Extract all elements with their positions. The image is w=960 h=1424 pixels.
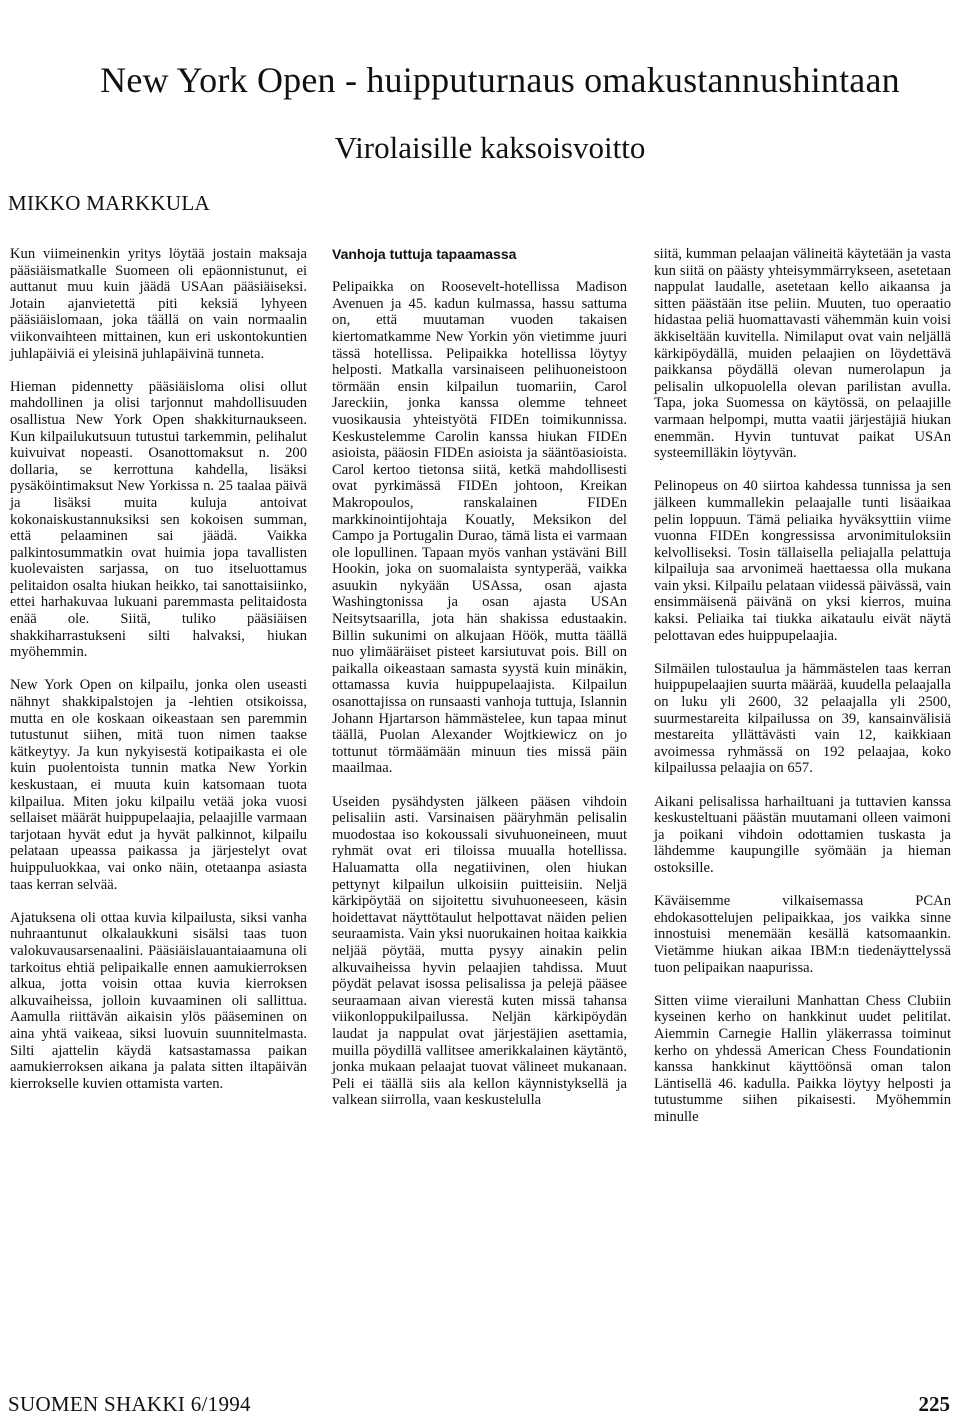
text-column-3 — [654, 246, 951, 1142]
article-title: New York Open - huipputurnaus omakustannushintaan — [100, 60, 900, 100]
article-subtitle: Virolaisille kaksoisvoitto — [334, 130, 646, 165]
paragraph: siitä, kumman pelaajan välineitä käytetään ja vasta kun siitä on päästy yhteisymmärrykseen, asetetaan nappulat laudalle, asetetaan kello aikaansa ja sitten päästään itse peliin. Muuten, tuo operaatio hidastaa peliä huomattavasti vähemmän kuin voisi äkkiseltään kuvitella. Nimilaput ovat vain neljällä kärkipöydällä, muiden pelaajien on löydettävä paikkansa pöydällä olevan numerolapun ja pelisalin ulkopuolella olevan parilistan avulla. Tapa, joka Suomessa on käytössä, on pelaajille varmaan helpompi, mutta vaatii järjestäjiä hiukan enemmän. Hyvin tuntuvat paikat USAn systeemilläkin löytyvän. — [654, 246, 951, 462]
paragraph: New York Open on kilpailu, jonka olen useasti nähnyt shakkipalstojen ja -lehtien otsikoissa, mutta en ole koskaan oikeastaan sen paremmin tutustunut siihen, mitä tuon nimen taakse kätkeytyy. Ja kun nykyisestä kotipaikasta ei ole kuin puolentoista tunnin matka New Yorkin keskustaan, ei muuta kuin katsomaan tuota kilpailua. Miten joku kilpailu vetää joka vuosi sellaiset määrät huippupelaajia, pelaajille varmaan tarjotaan hyvät edut ja hyvät palkinnot, kilpailu pelataan upeassa paikassa ja järjestelyt ovat huippuluokkaa, vai onko näin, otetaanpa asiasta taas kerran selvää. — [10, 677, 307, 893]
text-column-1 — [10, 246, 307, 1109]
paragraph: Sitten viime vierailuni Manhattan Chess Clubiin kyseinen kerho on hankkinut uudet pelitilat. Aiemmin Carnegie Hallin yläkerrassa toiminut kerho on yhdessä American Chess Foundationin kanssa hankkinut käyttöönsä oman talon Läntisellä 46. kadulla. Paikka löytyy helposti ja tutustumme siihen pikaisesti. Myöhemmin minulle — [654, 992, 951, 1125]
paragraph: Hieman pidennetty pääsiäisloma olisi ollut mahdollinen ja olisi tarjonnut mahdollisuuden osallistua New York Open shakkiturnaukseen. Kun kilpailukutsuun tutustui tarkemmin, pelihalut kuivuivat nopeasti. Osanottomaksut n. 200 dollaria, se kerrottuna kahdella, lisäksi pysäköintimaksut New Yorkissa n. 25 taalaa päivä ja lisäksi muita kuluja antoivat kokonaiskustannuksiksi sen kokoisen summan, että pelaaminen sai jäädä. Vaikka palkintosummatkin ovat huimia jopa tavallisten kuolevaisten sarjassa, on tuo itseluottamus pelitaidon osalta hiukan heikko, tai sanottaisiinko, ettei harhakuvaa lukuani paremmasta pelitaidosta enää ole. Siitä, tuliko pääsiäisen shakkiharrastukseni silti halvaksi, hiukan myöhemmin. — [10, 378, 307, 661]
author-name: MIKKO MARKKULA — [8, 191, 210, 215]
paragraph: Käväisemme vilkaisemassa PCAn ehdokasottelujen pelipaikkaa, jos vaikka sinne innostuisi menemään kesällä katsomaankin. Vietämme hiukan aikaa IBM:n tiedenäyttelyssä tuon pelipaikan naapurissa. — [654, 893, 951, 976]
paragraph: Silmäilen tulostaulua ja hämmästelen taas kerran huippupelaajien suurta määrää, kuudella pelaajalla on luku yli 2600, 32 pelaajalla yli 2500, suurmestareita kilpailussa on 39, kansainvälisiä mestareita yllättävästi vain 12, kaikkiaan avoimessa ryhmässä on 192 pelaajaa, koko kilpailussa pelaajia on 657. — [654, 660, 951, 777]
publication-footer: SUOMEN SHAKKI 6/1994 — [8, 1392, 251, 1416]
text-column-2 — [332, 246, 627, 1125]
paragraph: Aikani pelisalissa harhailtuani ja tuttavien kanssa keskusteltuani päästän muutamani olleen vaimoni ja poikani vihdoin odottamien tuskasta ja lähdemme kaupungille syömään ja hieman ostoksille. — [654, 793, 951, 876]
section-heading: Vanhoja tuttuja tapaamassa — [332, 246, 517, 262]
paragraph: Pelinopeus on 40 siirtoa kahdessa tunnissa ja sen jälkeen kummallekin pelaajalle tunti lisäaikaa pelin loppuun. Tämä peliaika hyväksyttiin viime vuonna FIDEn kongressissa arvonimituloksiin kelvolliseksi. Tosin tällaisella peliajalla pelattuja kilpailuja saa arvonimeä haettaessa olla mukana vain yksi. Kilpailu pelataan viidessä päivässä, vain ensimmäisenä päivänä on yksi kierros, muina kaksi. Peliaika tai tiukka aikataulu eivät näytä pelottavan edes huippupelaajia. — [654, 478, 951, 644]
page-number: 225 — [918, 1392, 950, 1416]
paragraph: Kun viimeinenkin yritys löytää jostain maksaja pääsiäismatkalle Suomeen oli epäonnistunut, ei auttanut muu kuin jäädä USAan pääsiäiseksi. Jotain ajanvietettä piti keksiä lyhyeen pääsiäislomaan, joka täällä on vain normaalin viikonvaihteen mittainen, kun eri uskontokuntien juhlapäiviä ei yleisinä juhlapäivinä tunneta. — [10, 246, 307, 362]
paragraph: Useiden pysähdysten jälkeen pääsen vihdoin pelisaliin asti. Varsinaisen pääryhmän pelisalin muodostaa iso kokoussali sivuhuoneineen, muut ryhmät ovat eri tiloissa muualla hotellissa. Haluamatta olla negatiivinen, olen hiukan pettynyt kilpailun ulkoisiin puitteisiin. Neljä kärkipöytää on sijoitettu sivuhuoneeseen, käsin hoidettavat näyttötaulut helpottavat näiden pelien seuraamista. Vain yksi nuorukainen hoitaa kaikkia neljää pöytää, mutta pysyy ainakin pelin alkuvaiheissa hyvin pelaajien tahdissa. Muut pöydät pelavat isossa pelisalissa ja pelejä pääsee seuraamaan aivan vierestä kuten missä tahansa viikonloppukilpailussa. Neljän kärkipöydän laudat ja nappulat ovat järjestäjien asettamia, muilla pöydillä vallitsee amerikkalainen käytäntö, jonka mukaan pelaajat tuovat välineet mukanaan. Peli ei täällä siis ala kellon käynnistyksellä ja valkean siirrolla, vaan keskustelulla — [332, 793, 627, 1109]
paragraph: Ajatuksena oli ottaa kuvia kilpailusta, siksi vanha nuhraantunut olkalaukkuni sisälsi taas tuon valokuvausarsenaalini. Pääsiäislauantaiaamuna oli tarkoitus ehtiä pelipaikalle ennen aamukierroksen alkua, jotta voisin ottaa kuvia kierroksen alkuvaiheissa, jolloin kuvaaminen oli sallittua. Aamulla riittävän aikaisin ylös pääseminen on aina yhtä vaikeaa, siksi luovuin suunnitelmasta. Silti ajattelin käydä katsastamassa paikan aamukierroksen aikana ja palata sitten iltapäivän kierrokselle kuvien ottamista varten. — [10, 909, 307, 1092]
paragraph: Pelipaikka on Roosevelt-hotellissa Madison Avenuen ja 45. kadun kulmassa, hassu sattuma on, että muutaman vuoden takaisen kiertomatkamme New Yorkin yön vietimme juuri tässä hotellissa. Pelipaikka hotellissa löytyy helposti. Matkalla varsinaiseen pelihuoneistoon törmään ensin kilpailun tuomariin, Carol Jareckiin, jonka kanssa olemme tehneet vuosikausia yhteistyötä FIDEn toimikunnissa. Keskustelemme Carolin kanssa hiukan FIDEn asioista, pääosin FIDEn asioista ja sääntöasioista. Carol kertoo tietonsa siitä, ketkä mahdollisesti ovat pyrkimässä FIDEn johtoon, Kreikan Makropoulos, ranskalainen FIDEn markkinointijohtaja Kouatly, Meksikon del Campo ja Portugalin Durao, tämä lista ei varmaan ole lopullinen. Tapaan myös vanhan ystäväni Bill Hookin, joka on suomalaista syntyperää, vaikka asuukin nykyään USAssa, osan ajasta Washingtonissa ja osan ajasta USAn Neitsytsaarilla, jota hän shakissa edustaakin. Billin sukunimi on alkujaan Höök, mutta täällä nuo ylimääräiset pisteet karsiutuvat pois. Bill on paikalla oikeastaan samasta syystä kuin minäkin, ottamassa kuvia huippupelaajista. Kilpailun osanottajissa on runsaasti vanhoja tuttuja, Islannin Johann Hjartarson hämmästelee, kun tapaa minut täällä, Puolan Alexander Wojtkiewicz on jo tottunut törmäämään minuun ties missä päin maailmaa. — [332, 279, 627, 777]
